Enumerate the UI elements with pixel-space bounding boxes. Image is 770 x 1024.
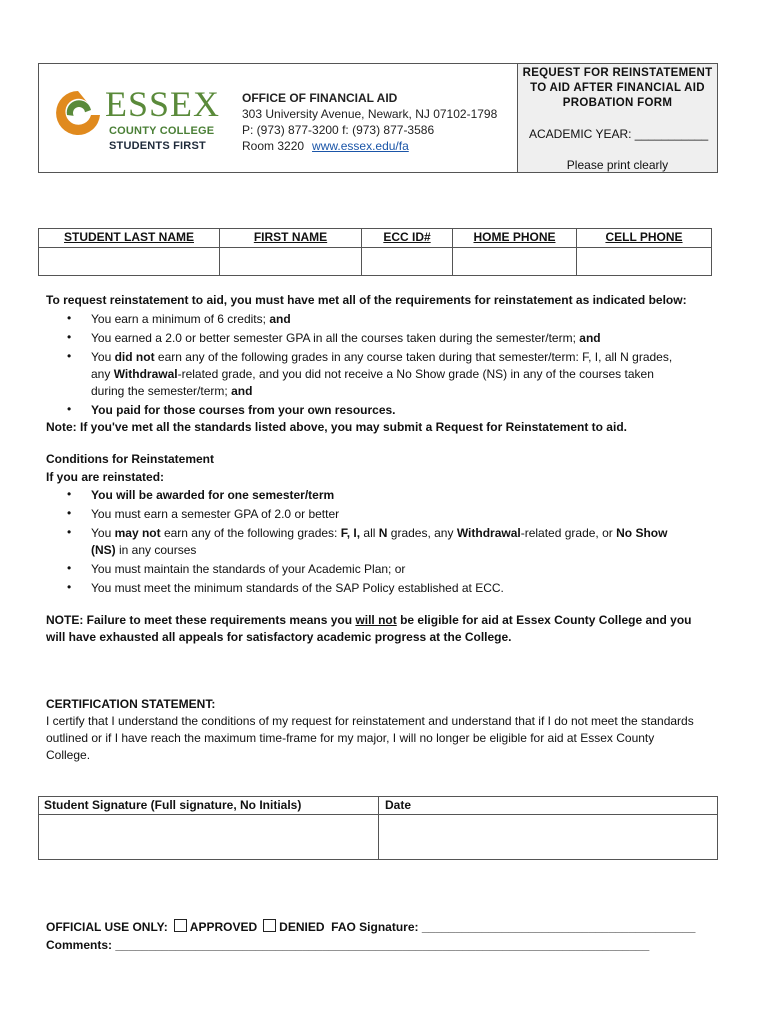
header-first-name: FIRST NAME — [253, 230, 328, 244]
signature-table — [38, 796, 718, 860]
office-title: OFFICE OF FINANCIAL AID — [242, 91, 398, 105]
student-signature-field[interactable] — [39, 815, 377, 859]
requirements-note: Note: If you've met all the standards listed above, you may submit a Request for Reinstatement to aid. — [46, 420, 627, 434]
header-home-phone: HOME PHONE — [473, 230, 556, 244]
logo-wordmark: ESSEX — [105, 84, 221, 124]
student-signature-label: Student Signature (Full signature, No Initials) — [44, 798, 302, 812]
header-ecc-id: ECC ID# — [383, 230, 431, 244]
conditions-subtitle: If you are reinstated: — [46, 470, 165, 484]
logo-tagline: STUDENTS FIRST — [109, 140, 206, 152]
form-title-line: TO AID AFTER FINANCIAL AID — [530, 82, 705, 94]
bullet-icon: • — [67, 525, 72, 539]
first-name-input[interactable] — [220, 248, 361, 275]
official-use-label: OFFICIAL USE ONLY: — [46, 920, 168, 934]
bullet-icon: • — [67, 349, 72, 363]
bullet-icon: • — [67, 311, 72, 325]
home-phone-input[interactable] — [453, 248, 576, 275]
condition-item: You will be awarded for one semester/term — [91, 488, 335, 502]
office-info — [242, 90, 497, 154]
essex-logo-icon — [53, 88, 103, 138]
conditions-title: Conditions for Reinstatement — [46, 452, 215, 466]
student-info-table — [38, 228, 712, 276]
form-title — [518, 66, 717, 111]
requirement-item: You earn a minimum of 6 credits; and — [91, 312, 291, 326]
denied-label: DENIED — [279, 920, 325, 934]
logo-subtitle: COUNTY COLLEGE — [109, 125, 215, 137]
bullet-icon: • — [67, 487, 72, 501]
condition-item: You must meet the minimum standards of the SAP Policy established at ECC. — [91, 581, 504, 595]
form-title-line: REQUEST FOR REINSTATEMENT — [522, 67, 713, 79]
cell-phone-input[interactable] — [577, 248, 711, 275]
form-title-line: PROBATION FORM — [562, 97, 673, 109]
bullet-icon: • — [67, 580, 72, 594]
office-room: Room 3220 — [242, 139, 305, 153]
condition-item: You may not earn any of the following grades: F, I, all N grades, any Withdrawal-related grade, or No Show (NS) in any courses — [91, 526, 668, 557]
eligibility-note: NOTE: Failure to meet these requirements means you will not be eligible for aid at Essex County College and you will have exhausted all appeals for satisfactory academic progress at the College. — [46, 613, 692, 644]
certification-title: CERTIFICATION STATEMENT: — [46, 697, 216, 711]
date-label: Date — [385, 798, 412, 812]
form-header — [38, 63, 718, 173]
requirement-item: You earned a 2.0 or better semester GPA in all the courses taken during the semester/term; and — [91, 331, 601, 345]
official-use-row — [46, 919, 695, 936]
approved-checkbox[interactable] — [174, 919, 187, 932]
office-address: 303 University Avenue, Newark, NJ 07102-1798 — [242, 107, 498, 121]
denied-checkbox[interactable] — [263, 919, 276, 932]
requirements-intro: To request reinstatement to aid, you must have met all of the requirements for reinstatement as indicated below: — [46, 293, 687, 307]
print-clearly-note: Please print clearly — [566, 158, 669, 172]
condition-item: You must maintain the standards of your Academic Plan; or — [91, 562, 406, 576]
bullet-icon: • — [67, 402, 72, 416]
certification-text: I certify that I understand the conditions of my request for reinstatement and understand that if I do not meet the standards outlined or if I have reach the maximum time-frame for my major, I will no longer be eligible for aid at Essex County College. — [46, 714, 694, 762]
ecc-id-input[interactable] — [362, 248, 452, 275]
comments-field[interactable]: Comments: ________________________________________________________________________________ — [46, 938, 650, 952]
office-phones: P: (973) 877-3200 f: (973) 877-3586 — [242, 123, 435, 137]
condition-item: You must earn a semester GPA of 2.0 or better — [91, 507, 340, 521]
requirement-item: You paid for those courses from your own resources. — [91, 403, 396, 417]
bullet-icon: • — [67, 561, 72, 575]
requirement-item: You did not earn any of the following grades in any course taken during that semester/term: F, I, all N grades, any Withdrawal-related grade, and you did not receive a No Show grade (NS) in any of the courses taken during the semester/term; and — [91, 350, 673, 398]
header-cell-phone: CELL PHONE — [605, 230, 683, 244]
bullet-icon: • — [67, 506, 72, 520]
last-name-input[interactable] — [39, 248, 219, 275]
office-url-link[interactable]: www.essex.edu/fa — [312, 139, 409, 153]
approved-label: APPROVED — [189, 920, 258, 934]
header-last-name: STUDENT LAST NAME — [64, 230, 194, 244]
date-field[interactable] — [379, 815, 717, 859]
academic-year-field[interactable]: ACADEMIC YEAR: ___________ — [529, 127, 709, 141]
fao-signature-field[interactable]: FAO Signature: _________________________________________ — [331, 920, 696, 934]
bullet-icon: • — [67, 330, 72, 344]
